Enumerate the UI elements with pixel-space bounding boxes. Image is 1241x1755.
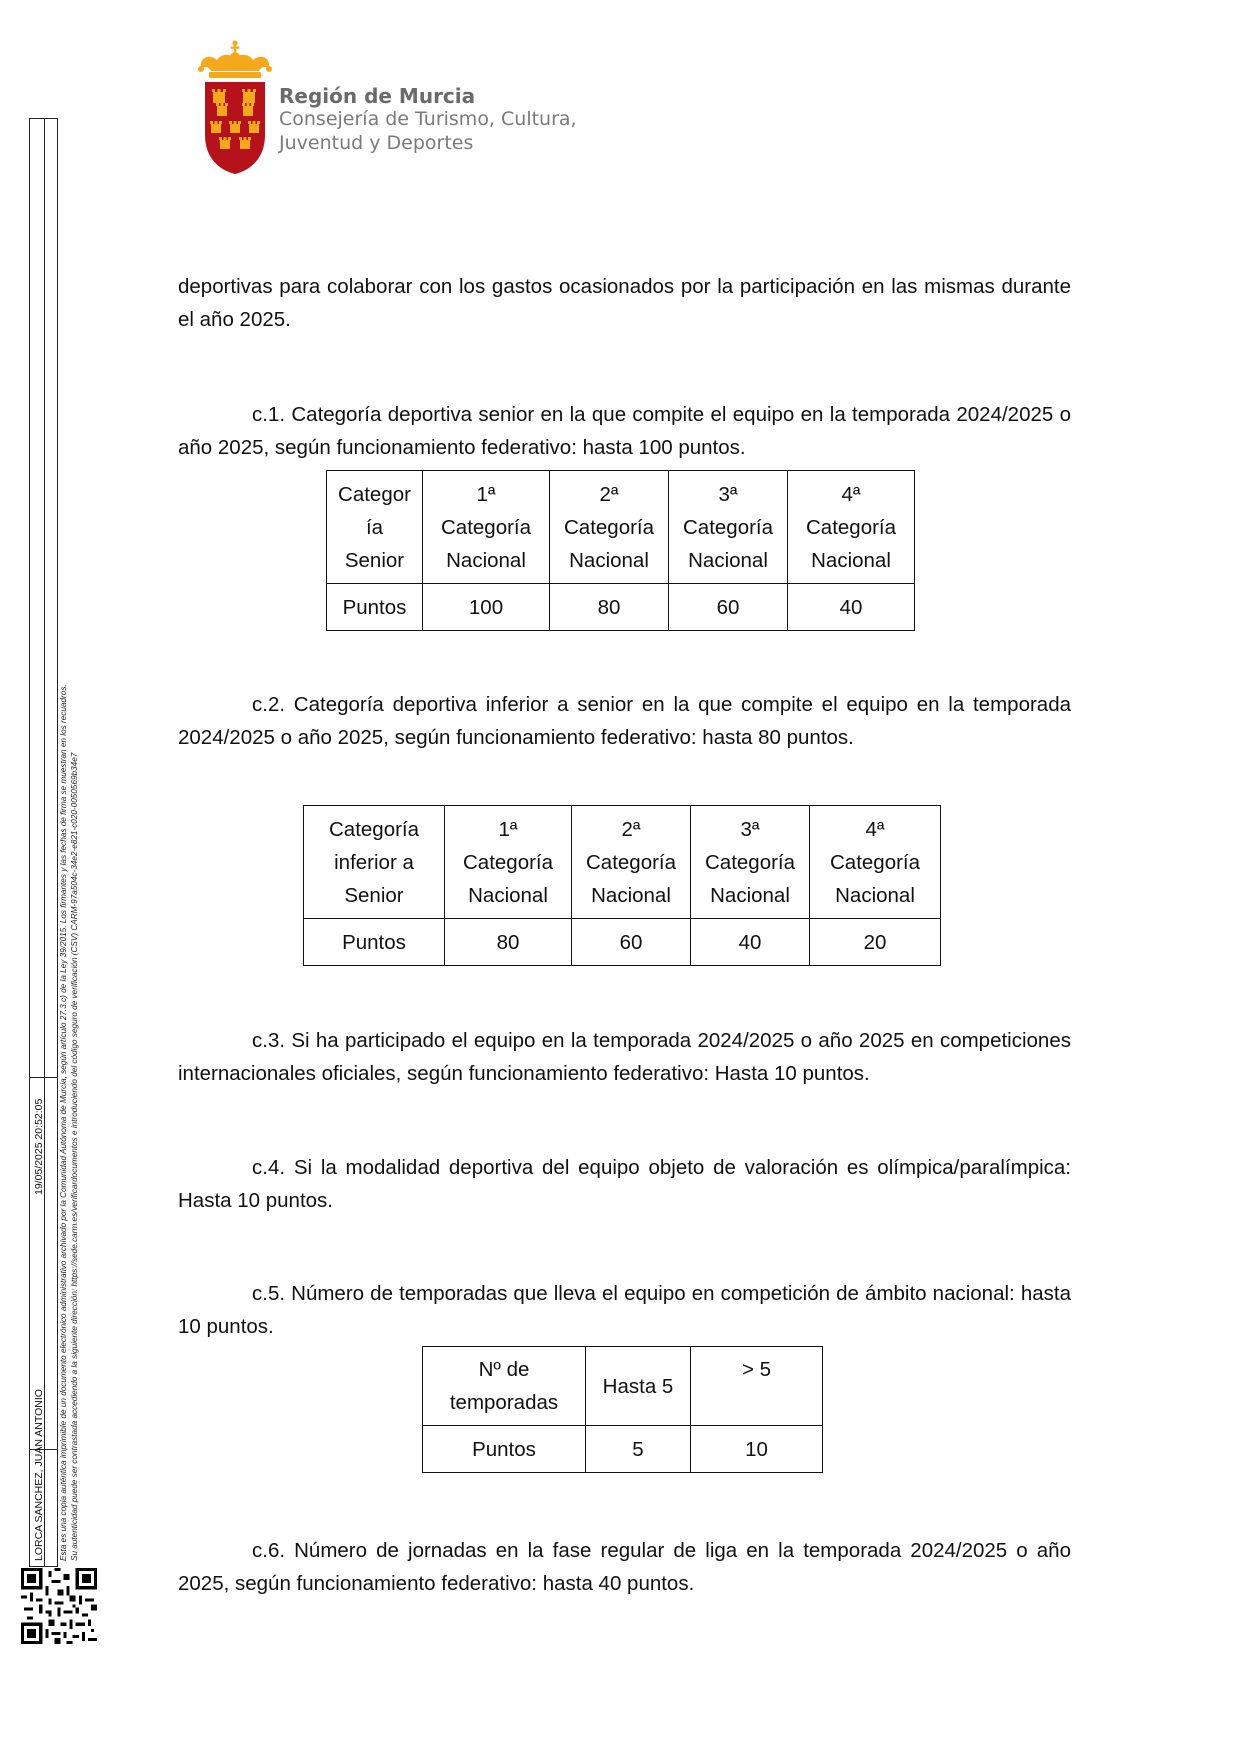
authenticity-notice-line1: Esta es una copia auténtica imprimible de un documento electrónico administrativo archivado por la Comunidad Autónoma de Murcia, según artículo 27.3.c) de la Ley 39/2015. Los firmantes y las fechas de firma se muestran en los recuadros. bbox=[59, 684, 68, 1561]
table-header-cell: 1ª Categoría Nacional bbox=[423, 471, 550, 584]
table-header-cell: > 5 bbox=[691, 1347, 823, 1426]
criterion-c4: c.4. Si la modalidad deportiva del equipo objeto de valoración es olímpica/paralímpica: Hasta 10 puntos. bbox=[178, 1156, 1071, 1212]
table-cell: Puntos bbox=[327, 584, 423, 631]
table-header-cell: 3ª Categoría Nacional bbox=[691, 806, 810, 919]
table-cell: 40 bbox=[691, 919, 810, 966]
table-header-cell: 2ª Categoría Nacional bbox=[550, 471, 669, 584]
table-cell: 60 bbox=[572, 919, 691, 966]
table-cell: 10 bbox=[691, 1426, 823, 1473]
table-row bbox=[327, 471, 915, 584]
intro-paragraph: deportivas para colaborar con los gastos ocasionados por la participación en las mismas durante el año 2025. bbox=[178, 275, 1071, 331]
table-header-cell: 4ª Categoría Nacional bbox=[810, 806, 941, 919]
verification-qr-code-icon bbox=[21, 1568, 97, 1644]
table-row bbox=[327, 584, 915, 631]
org-department-line2: Juventud y Deportes bbox=[279, 132, 474, 154]
table-row bbox=[423, 1426, 823, 1473]
signer-name: LORCA SANCHEZ, JUAN ANTONIO bbox=[33, 1389, 45, 1561]
table-header-cell: 4ª Categoría Nacional bbox=[788, 471, 915, 584]
table-cell: 5 bbox=[586, 1426, 691, 1473]
criterion-c2: c.2. Categoría deportiva inferior a senior en la que compite el equipo en la temporada 2024/2025 o año 2025, según funcionamiento federativo: hasta 80 puntos. bbox=[178, 693, 1071, 749]
table-header-cell: Nº de temporadas bbox=[423, 1347, 586, 1426]
table-cell: 20 bbox=[810, 919, 941, 966]
table-cell: 60 bbox=[669, 584, 788, 631]
table-senior-category-points bbox=[326, 470, 915, 631]
table-header-cell: 3ª Categoría Nacional bbox=[669, 471, 788, 584]
authenticity-notice-line2: Su autenticidad puede ser contrastada accediendo a la siguiente dirección: https://sede.carm.es/verificardocumentos e introduciendo del código seguro de verificación (CSV) CARM-97a504c-34e2-e821-c020-0050569b34e7 bbox=[70, 752, 79, 1561]
table-header-cell: 1ª Categoría Nacional bbox=[445, 806, 572, 919]
table-cell: 100 bbox=[423, 584, 550, 631]
table-cell: Puntos bbox=[423, 1426, 586, 1473]
table-header-cell: Categoría inferior a Senior bbox=[304, 806, 445, 919]
table-row bbox=[304, 806, 941, 919]
table-cell: 40 bbox=[788, 584, 915, 631]
signature-box bbox=[29, 118, 58, 1567]
table-header-cell: Categor ía Senior bbox=[327, 471, 423, 584]
table-cell: 80 bbox=[445, 919, 572, 966]
table-cell: Puntos bbox=[304, 919, 445, 966]
signature-date: 19/05/2025 20:52:05 bbox=[33, 1098, 45, 1195]
criterion-c5: c.5. Número de temporadas que lleva el equipo en competición de ámbito nacional: hasta 10 puntos. bbox=[178, 1282, 1071, 1338]
region-de-murcia-coat-of-arms-logo bbox=[195, 40, 275, 176]
org-name: Región de Murcia bbox=[279, 84, 476, 108]
org-department-line1: Consejería de Turismo, Cultura, bbox=[279, 108, 577, 130]
table-inferior-category-points bbox=[303, 805, 941, 966]
table-cell: 80 bbox=[550, 584, 669, 631]
table-header-cell: Hasta 5 bbox=[586, 1347, 691, 1426]
table-row bbox=[304, 919, 941, 966]
table-header-cell: 2ª Categoría Nacional bbox=[572, 806, 691, 919]
table-seasons-points bbox=[422, 1346, 823, 1473]
criterion-c3: c.3. Si ha participado el equipo en la temporada 2024/2025 o año 2025 en competiciones internacionales oficiales, según funcionamiento federativo: Hasta 10 puntos. bbox=[178, 1029, 1071, 1085]
table-row bbox=[423, 1347, 823, 1426]
criterion-c1: c.1. Categoría deportiva senior en la que compite el equipo en la temporada 2024/2025 o año 2025, según funcionamiento federativo: hasta 100 puntos. bbox=[178, 403, 1071, 459]
criterion-c6: c.6. Número de jornadas en la fase regular de liga en la temporada 2024/2025 o año 2025, según funcionamiento federativo: hasta 40 puntos. bbox=[178, 1539, 1071, 1595]
